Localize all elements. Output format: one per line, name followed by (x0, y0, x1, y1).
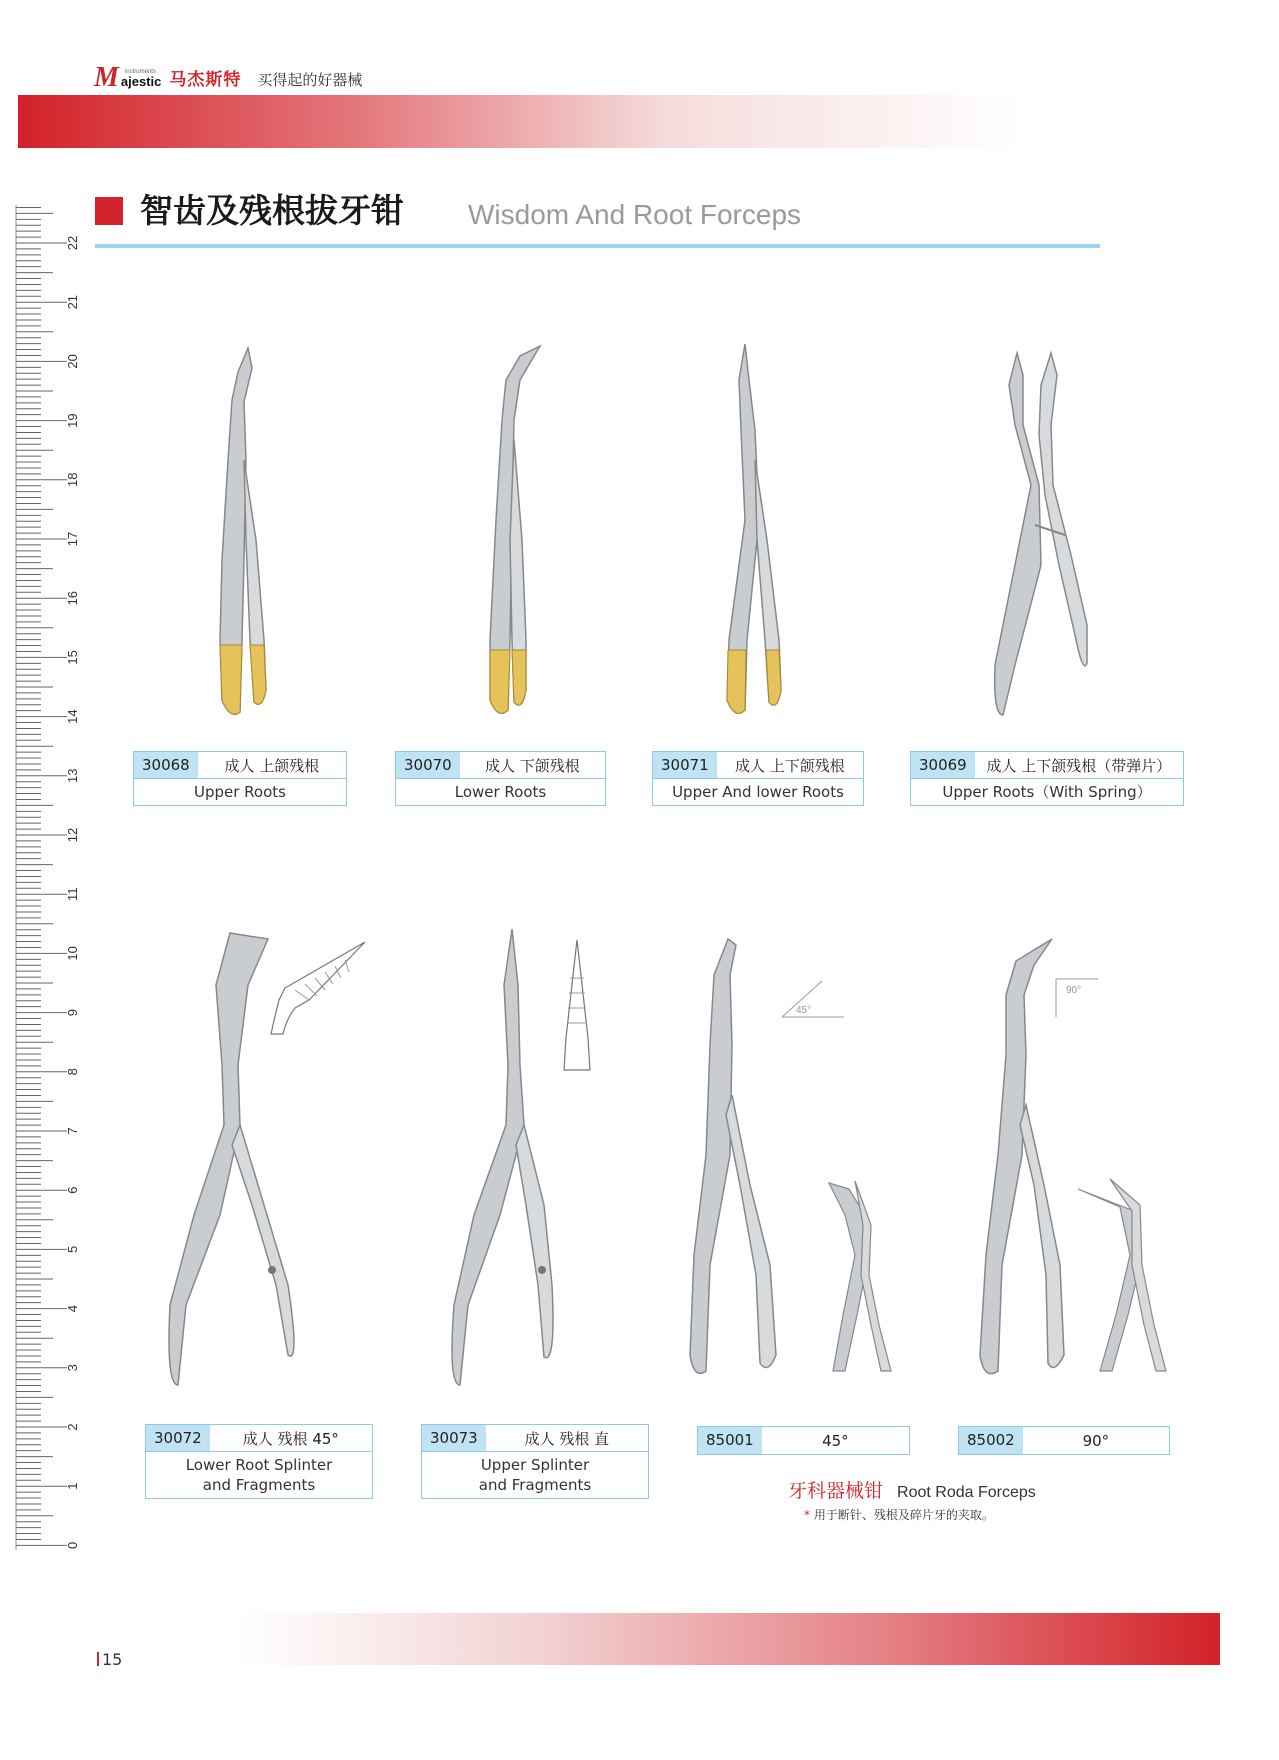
product-angle: 90° (1082, 1431, 1110, 1450)
brand-logo (94, 62, 363, 93)
ruler-number: 14 (65, 709, 80, 724)
product-label-30068 (133, 751, 347, 806)
ruler-number: 10 (65, 946, 80, 961)
footnote-title-en: Root Roda Forceps (897, 1484, 1036, 1501)
footnote-note-text: 用于断针、残根及碎片牙的夹取。 (813, 1508, 994, 1522)
product-code: 30073 (422, 1425, 486, 1451)
forceps-image-85001 (680, 935, 790, 1385)
ruler-number: 1 (65, 1482, 80, 1490)
product-name-en-line2: and Fragments (202, 1476, 316, 1494)
forceps-tip-closeup-85001 (815, 1175, 905, 1375)
product-angle: 45° (822, 1431, 849, 1450)
product-label-85002 (958, 1426, 1170, 1455)
title-marker (95, 197, 123, 225)
product-label-85001 (697, 1426, 910, 1455)
angle-marker-90 (1052, 975, 1102, 1020)
ruler-number: 21 (65, 294, 80, 310)
footer-gradient-band (240, 1613, 1220, 1665)
ruler-number: 2 (65, 1423, 80, 1431)
product-label-30073 (421, 1424, 649, 1499)
title-underline (95, 244, 1100, 248)
ruler-number: 15 (65, 650, 80, 665)
forceps-image-30071 (715, 340, 805, 725)
footnote-title-cn: 牙科器械钳 (788, 1480, 884, 1502)
section-title-cn: 智齿及残根拔牙钳 (140, 191, 404, 230)
measurement-ruler (15, 205, 87, 1550)
page-number: 15 (97, 1650, 122, 1669)
ruler-number: 0 (65, 1541, 80, 1550)
product-name-cn: 成人 上颌残根 (224, 756, 320, 775)
ruler-number: 6 (65, 1186, 80, 1194)
product-code: 30068 (134, 752, 198, 778)
angle-90-label: 90° (1066, 985, 1082, 996)
ruler-number: 11 (65, 887, 80, 901)
product-code: 85002 (959, 1427, 1023, 1454)
ruler-number: 18 (65, 472, 80, 488)
ruler-number: 16 (65, 590, 80, 606)
product-label-30069 (910, 751, 1184, 806)
product-name-cn: 成人 下颌残根 (484, 756, 580, 775)
product-name-en: Upper Roots (194, 783, 286, 801)
forceps-image-30069 (975, 345, 1115, 725)
product-code: 30070 (396, 752, 460, 778)
ruler-number: 5 (65, 1245, 80, 1254)
section-title-en: Wisdom And Root Forceps (468, 199, 802, 230)
splinter-tip-detail-45 (265, 938, 370, 1038)
splinter-tip-detail-straight (562, 938, 592, 1073)
ruler-number: 13 (65, 768, 80, 784)
angle-marker-45 (778, 975, 848, 1020)
product-code: 85001 (698, 1427, 762, 1454)
product-name-en-line2: and Fragments (478, 1476, 592, 1494)
ruler-number: 9 (65, 1008, 80, 1017)
footnote-star: * (804, 1508, 810, 1522)
brand-slogan: 买得起的好器械 (257, 71, 363, 89)
product-name-cn: 成人 上下颌残根（带弹片） (986, 756, 1172, 775)
product-name-cn: 成人 残根 45° (242, 1429, 339, 1448)
logo-word-text: ajestic (120, 74, 162, 89)
forceps-tip-closeup-85002 (1070, 1175, 1180, 1375)
product-name-en (146, 1452, 372, 1498)
forceps-image-30070 (450, 340, 545, 725)
ruler-number: 20 (65, 354, 80, 369)
brand-name-cn: 马杰斯特 (169, 70, 242, 90)
ruler-number: 12 (65, 827, 80, 843)
product-code: 30069 (911, 752, 975, 778)
ruler-number: 7 (65, 1127, 80, 1135)
product-name-en: Lower Roots (454, 783, 547, 801)
product-name-en (422, 1452, 648, 1498)
logo-mark: M (94, 62, 119, 93)
footnote-note (804, 1506, 994, 1523)
product-name-cn: 成人 上下颌残根 (734, 756, 845, 775)
header-gradient-band (18, 95, 1018, 148)
product-name-en-line1: Lower Root Splinter (185, 1456, 333, 1474)
forceps-image-30073 (440, 925, 560, 1395)
product-name-cn: 成人 残根 直 (524, 1429, 610, 1448)
ruler-number: 4 (65, 1304, 80, 1313)
ruler-number: 22 (65, 235, 80, 251)
ruler-number: 8 (65, 1068, 80, 1076)
product-code: 30072 (146, 1425, 210, 1451)
product-name-en: Upper And lower Roots (672, 783, 844, 801)
product-code: 30071 (653, 752, 717, 778)
logo-word (120, 69, 162, 90)
logo-small-text: instruments (124, 69, 156, 75)
product-label-30072 (145, 1424, 373, 1499)
ruler-number: 3 (65, 1364, 80, 1372)
angle-45-label: 45° (796, 1005, 812, 1016)
ruler-number: 17 (65, 531, 80, 547)
forceps-image-30068 (200, 340, 290, 725)
product-name-en: Upper Roots（With Spring） (942, 783, 1152, 801)
ruler-number: 19 (65, 413, 80, 428)
footnote-title (788, 1476, 1036, 1503)
product-label-30070 (395, 751, 606, 806)
product-label-30071 (652, 751, 864, 806)
product-name-en-line1: Upper Splinter (480, 1456, 590, 1474)
